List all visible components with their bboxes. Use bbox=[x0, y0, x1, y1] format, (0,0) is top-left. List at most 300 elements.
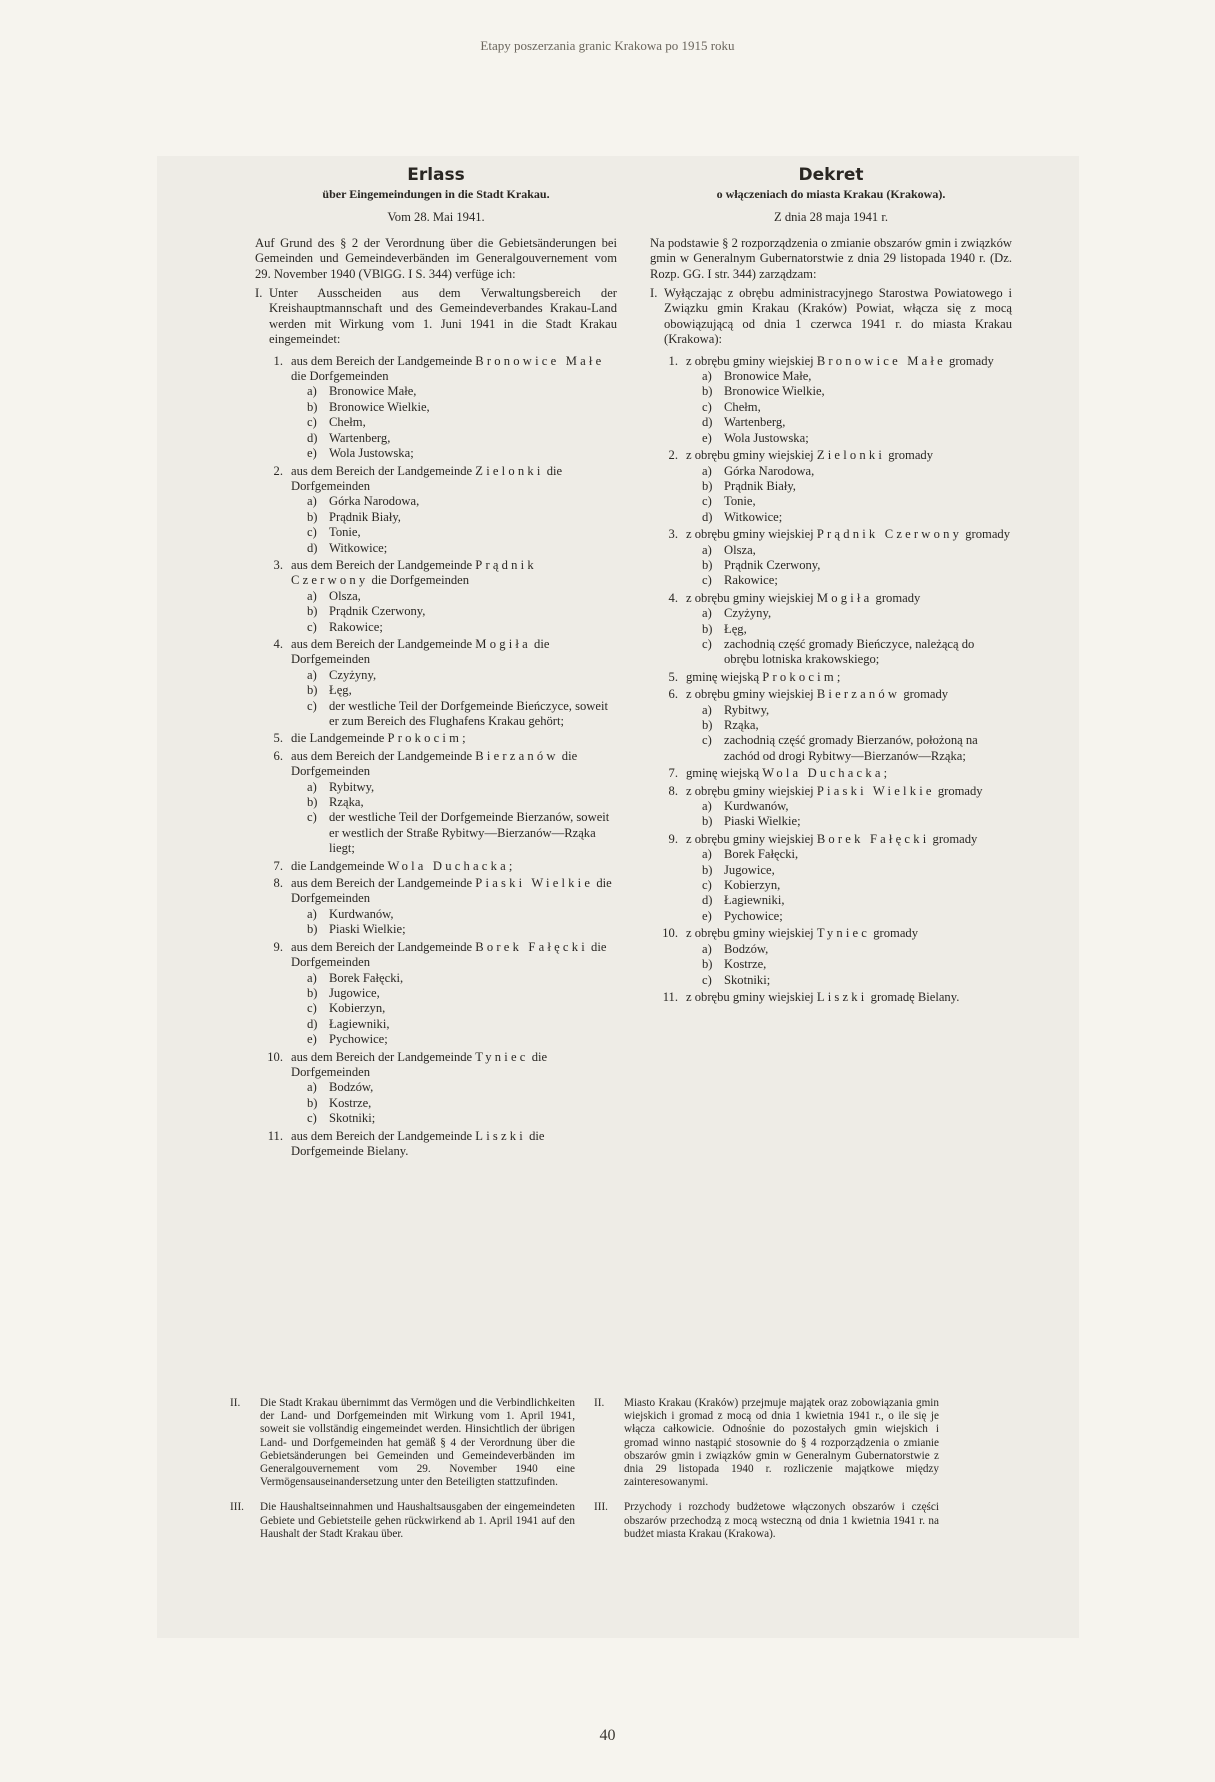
section-number: I. bbox=[650, 286, 658, 301]
sub-item-text: Prądnik Czerwony, bbox=[724, 557, 821, 572]
item-text: die Dorfgemeinden bbox=[291, 636, 550, 667]
section-1 bbox=[650, 286, 1012, 348]
item-body bbox=[291, 940, 617, 1048]
sub-item-letter: d) bbox=[307, 1016, 318, 1031]
place-name: Bierzanów bbox=[475, 748, 559, 763]
place-name: Mogiła bbox=[475, 636, 531, 651]
document-subtitle: über Eingemeindungen in die Stadt Krakau. bbox=[322, 187, 550, 201]
item-text: die Dorfgemeinden bbox=[291, 748, 578, 779]
sub-item bbox=[307, 922, 617, 937]
sub-item-text: Wola Justowska; bbox=[724, 430, 809, 445]
section-number: II. bbox=[230, 1397, 241, 1409]
sub-item-letter: d) bbox=[307, 540, 318, 555]
sub-item-text: Rakowice; bbox=[329, 619, 383, 634]
sub-list bbox=[702, 942, 1012, 988]
sub-list bbox=[702, 543, 1012, 589]
sub-item bbox=[702, 863, 1012, 878]
item-text: aus dem Bereich der Landgemeinde bbox=[291, 636, 476, 651]
sub-item bbox=[702, 510, 1012, 525]
place-name: Liszki bbox=[475, 1128, 526, 1143]
place-name: Prądnik Czerwony bbox=[816, 527, 963, 542]
sub-item-letter: c) bbox=[307, 619, 317, 634]
sub-item-letter: b) bbox=[307, 1095, 318, 1110]
item-body bbox=[686, 784, 1012, 830]
list-item bbox=[650, 784, 1012, 830]
sub-item-text: Górka Narodowa, bbox=[329, 494, 420, 509]
sub-item-text: Prądnik Biały, bbox=[329, 509, 401, 524]
sub-item-letter: e) bbox=[702, 908, 712, 923]
item-text: gromady bbox=[885, 448, 934, 463]
sub-item bbox=[307, 971, 617, 986]
item-text: gromady bbox=[870, 926, 919, 941]
sub-item-letter: b) bbox=[307, 795, 318, 810]
section-text: Przychody i rozchody budżetowe włączonych obszarów i części obszarów przechodzą z mocą wsteczną od dnia 1 kwietnia 1941 r. na budżet miasta Krakau (Krakowa). bbox=[624, 1501, 939, 1540]
item-body bbox=[686, 832, 1012, 924]
item-number: 3. bbox=[668, 527, 678, 542]
sub-item-letter: a) bbox=[702, 542, 712, 557]
sub-item-text: Olsza, bbox=[724, 542, 756, 557]
sub-item-text: Łęg, bbox=[329, 683, 352, 698]
place-name: Prądnik Czerwony bbox=[291, 557, 537, 588]
sub-item-letter: a) bbox=[307, 494, 317, 509]
list-item bbox=[255, 354, 617, 462]
item-number: 5. bbox=[668, 669, 678, 684]
item-number: 2. bbox=[273, 463, 283, 478]
place-name: Piaski Wielkie bbox=[475, 876, 594, 891]
item-text: aus dem Bereich der Landgemeinde bbox=[291, 748, 476, 763]
item-text: gromady bbox=[962, 527, 1011, 542]
intro-paragraph: Auf Grund des § 2 der Verordnung über die Gebietsänderungen bei Gemeinden und Gemeindeverbänden im Generalgouvernement vom 29. November 1940 (VBlGG. I S. 344) verfüge ich: bbox=[255, 235, 617, 281]
item-text: die Dorfgemeinden bbox=[291, 369, 389, 384]
sub-item-letter: c) bbox=[702, 878, 712, 893]
list-item bbox=[255, 749, 617, 857]
item-text: aus dem Bereich der Landgemeinde bbox=[291, 876, 476, 891]
sub-item-text: Tonie, bbox=[724, 494, 756, 509]
sub-item-text: Czyżyny, bbox=[724, 606, 772, 621]
item-number: 7. bbox=[273, 858, 283, 873]
sub-list bbox=[307, 971, 617, 1048]
item-text: z obrębu gminy wiejskiej bbox=[686, 831, 817, 846]
sub-item bbox=[702, 494, 1012, 509]
item-body bbox=[686, 766, 1012, 781]
sub-item-letter: a) bbox=[307, 588, 317, 603]
item-number: 6. bbox=[273, 748, 283, 763]
sub-item-letter: b) bbox=[307, 922, 318, 937]
list-item bbox=[255, 859, 617, 874]
list-item bbox=[650, 591, 1012, 668]
sub-item-text: Bronowice Małe, bbox=[724, 369, 812, 384]
polish-final-sections bbox=[594, 1397, 939, 1553]
item-text: die Dorfgemeinde Bielany. bbox=[291, 1128, 545, 1158]
item-body bbox=[686, 687, 1012, 764]
sub-item-text: Pychowice; bbox=[724, 908, 783, 923]
list-item bbox=[255, 876, 617, 938]
sub-item bbox=[307, 431, 617, 446]
sub-item-text: Prądnik Biały, bbox=[724, 478, 796, 493]
sub-item-text: Łagiewniki, bbox=[329, 1016, 390, 1031]
sub-item-letter: e) bbox=[702, 430, 712, 445]
list-item bbox=[255, 940, 617, 1048]
item-number: 2. bbox=[668, 448, 678, 463]
item-number: 1. bbox=[273, 353, 283, 368]
item-text: gromady bbox=[934, 783, 983, 798]
sub-item bbox=[702, 909, 1012, 924]
sub-item-letter: a) bbox=[307, 970, 317, 985]
item-text: z obrębu gminy wiejskiej bbox=[686, 590, 817, 605]
list-item bbox=[650, 527, 1012, 589]
place-name: Tyniec bbox=[475, 1049, 529, 1064]
item-text: gromadę Bielany. bbox=[867, 989, 960, 1004]
sub-item-letter: e) bbox=[307, 446, 317, 461]
item-number: 9. bbox=[273, 939, 283, 954]
list-item bbox=[650, 670, 1012, 685]
sub-item-text: Bodzów, bbox=[329, 1080, 374, 1095]
sub-item bbox=[702, 973, 1012, 988]
item-text: gminę wiejską bbox=[686, 766, 763, 781]
item-number: 9. bbox=[668, 831, 678, 846]
sub-item-text: Wola Justowska; bbox=[329, 446, 414, 461]
section-number: I. bbox=[255, 286, 263, 301]
section-2 bbox=[594, 1397, 939, 1489]
sub-list bbox=[702, 847, 1012, 924]
sub-item bbox=[702, 573, 1012, 588]
sub-item-letter: b) bbox=[702, 384, 713, 399]
sub-item-text: Łęg, bbox=[724, 621, 747, 636]
sub-item bbox=[702, 878, 1012, 893]
sub-item bbox=[702, 703, 1012, 718]
place-name: Zielonki bbox=[816, 448, 886, 463]
sub-item-text: Wartenberg, bbox=[329, 430, 391, 445]
sub-item-letter: a) bbox=[702, 941, 712, 956]
sub-item-letter: a) bbox=[702, 799, 712, 814]
sub-item-letter: b) bbox=[702, 814, 713, 829]
sub-item bbox=[307, 541, 617, 556]
item-text: die Landgemeinde bbox=[291, 858, 388, 873]
sub-list bbox=[307, 1080, 617, 1126]
sub-item bbox=[702, 847, 1012, 862]
sub-item-text: Rybitwy, bbox=[329, 779, 375, 794]
list-item bbox=[650, 926, 1012, 988]
sub-item bbox=[307, 1096, 617, 1111]
item-number: 3. bbox=[273, 557, 283, 572]
list-item bbox=[650, 766, 1012, 781]
sub-list bbox=[307, 907, 617, 938]
item-number: 6. bbox=[668, 687, 678, 702]
sub-item-letter: a) bbox=[307, 906, 317, 921]
sub-item-letter: b) bbox=[307, 683, 318, 698]
sub-item bbox=[702, 942, 1012, 957]
document-title: Erlass bbox=[407, 165, 465, 185]
sub-item-letter: d) bbox=[702, 509, 713, 524]
sub-item-text: Kobierzyn, bbox=[329, 1001, 386, 1016]
item-number: 4. bbox=[273, 636, 283, 651]
item-text: ; bbox=[508, 858, 513, 873]
section-number: III. bbox=[594, 1501, 608, 1514]
sub-item-letter: c) bbox=[702, 636, 712, 651]
item-list bbox=[255, 354, 617, 1160]
sub-item-text: der westliche Teil der Dorfgemeinde Bieńczyce, soweit er zum Bereich des Flughafens Krakau gehört; bbox=[329, 698, 608, 728]
running-header: Etapy poszerzania granic Krakowa po 1915 roku bbox=[480, 38, 735, 53]
place-name: Zielonki bbox=[475, 463, 544, 478]
sub-item-text: Chełm, bbox=[724, 399, 761, 414]
sub-item-letter: a) bbox=[702, 369, 712, 384]
sub-list bbox=[702, 369, 1012, 446]
item-body bbox=[291, 464, 617, 556]
sub-item bbox=[702, 718, 1012, 733]
place-name: Borek Fałęcki bbox=[816, 831, 930, 846]
list-item bbox=[650, 448, 1012, 525]
item-body bbox=[686, 990, 1012, 1005]
list-item bbox=[255, 558, 617, 635]
sub-item bbox=[702, 479, 1012, 494]
sub-item-text: Skotniki; bbox=[329, 1111, 376, 1126]
list-item bbox=[650, 832, 1012, 924]
item-text: ; bbox=[462, 731, 466, 746]
item-text: z obrębu gminy wiejskiej bbox=[686, 783, 817, 798]
item-number: 10. bbox=[662, 926, 678, 941]
item-body bbox=[291, 1050, 617, 1127]
sub-item-text: Jugowice, bbox=[329, 985, 380, 1000]
section-text: Miasto Krakau (Kraków) przejmuje majątek oraz zobowiązania gmin wiejskich i gromad z mocą od dnia 1 kwietnia 1941 r., o ile się je włącza całkowicie. Odnośnie do pozostałych gmin wiejskich i gromad winno nastąpić stosownie do § 4 rozporządzenia o zmianie obszarów gmin i związków gmin w Generalnym Gubernatorstwie z dnia 29 listopada 1940 r. rozliczenie majątkowe między zainteresowanymi. bbox=[624, 1397, 939, 1489]
item-list bbox=[650, 354, 1012, 1006]
item-text: z obrębu gminy wiejskiej bbox=[686, 687, 817, 702]
item-body bbox=[686, 354, 1012, 446]
sub-item-letter: c) bbox=[702, 733, 712, 748]
sub-item-text: Piaski Wielkie; bbox=[329, 922, 406, 937]
place-name: Mogiła bbox=[816, 590, 873, 605]
sub-item-text: Prądnik Czerwony, bbox=[329, 604, 426, 619]
item-body bbox=[291, 731, 617, 746]
section-1 bbox=[255, 286, 617, 348]
sub-item-letter: c) bbox=[307, 1001, 317, 1016]
item-body bbox=[291, 859, 617, 874]
sub-item bbox=[307, 525, 617, 540]
section-text: Die Haushaltseinnahmen und Haushaltsausgaben der eingemeindeten Gebiete und Gebietsteile gehen rückwirkend ab 1. April 1941 auf den Haushalt der Stadt Krakau über. bbox=[260, 1501, 575, 1540]
item-body bbox=[291, 354, 617, 462]
sub-item-text: der westliche Teil der Dorfgemeinde Bierzanów, soweit er westlich der Straße Rybitwy—Bierzanów—Rząka liegt; bbox=[329, 810, 610, 856]
sub-item bbox=[307, 1017, 617, 1032]
sub-item-text: Kurdwanów, bbox=[329, 906, 394, 921]
list-item bbox=[255, 731, 617, 746]
sub-item bbox=[307, 683, 617, 698]
place-name: Bierzanów bbox=[816, 687, 901, 702]
sub-item bbox=[307, 400, 617, 415]
place-name: Wola Duchacka bbox=[762, 766, 884, 781]
item-text: aus dem Bereich der Landgemeinde bbox=[291, 353, 476, 368]
item-number: 7. bbox=[668, 766, 678, 781]
item-number: 4. bbox=[668, 590, 678, 605]
item-text: aus dem Bereich der Landgemeinde bbox=[291, 463, 476, 478]
sub-item-letter: b) bbox=[702, 862, 713, 877]
sub-item bbox=[702, 369, 1012, 384]
sub-item bbox=[307, 795, 617, 810]
sub-item bbox=[307, 780, 617, 795]
sub-item-letter: a) bbox=[702, 702, 712, 717]
item-text: z obrębu gminy wiejskiej bbox=[686, 448, 817, 463]
sub-item bbox=[702, 893, 1012, 908]
item-text: aus dem Bereich der Landgemeinde bbox=[291, 1128, 476, 1143]
list-item bbox=[650, 354, 1012, 446]
sub-item bbox=[702, 606, 1012, 621]
sub-item bbox=[307, 907, 617, 922]
sub-item-text: Piaski Wielkie; bbox=[724, 814, 801, 829]
sub-item-text: zachodnią część gromady Bieńczyce, należącą do obrębu lotniska krakowskiego; bbox=[724, 636, 975, 667]
document-date: Vom 28. Mai 1941. bbox=[387, 210, 485, 225]
place-name: Bronowice Małe bbox=[816, 353, 946, 368]
sub-item-text: Rakowice; bbox=[724, 573, 778, 588]
item-body bbox=[686, 670, 1012, 685]
sub-item-letter: d) bbox=[307, 430, 318, 445]
polish-column bbox=[650, 165, 1012, 1007]
item-text: die Dorfgemeinden bbox=[291, 1049, 548, 1079]
sub-list bbox=[307, 589, 617, 635]
sub-list bbox=[307, 668, 617, 730]
sub-item-letter: b) bbox=[307, 985, 318, 1000]
sub-item-text: Kurdwanów, bbox=[724, 799, 789, 814]
item-body bbox=[291, 876, 617, 938]
sub-item-letter: e) bbox=[307, 1032, 317, 1047]
sub-item-letter: c) bbox=[307, 525, 317, 540]
sub-item-letter: c) bbox=[702, 494, 712, 509]
sub-item bbox=[307, 1001, 617, 1016]
item-text: aus dem Bereich der Landgemeinde bbox=[291, 1049, 476, 1064]
item-number: 1. bbox=[668, 353, 678, 368]
sub-item bbox=[702, 543, 1012, 558]
sub-list bbox=[702, 606, 1012, 668]
german-final-sections bbox=[230, 1397, 575, 1553]
sub-item-text: Rząka, bbox=[724, 718, 759, 732]
sub-item-text: Tonie, bbox=[329, 525, 361, 540]
sub-item bbox=[307, 1080, 617, 1095]
sub-list bbox=[702, 464, 1012, 526]
item-body bbox=[291, 637, 617, 729]
sub-item-text: Czyżyny, bbox=[329, 667, 377, 682]
sub-item-text: Jugowice, bbox=[724, 862, 775, 877]
list-item bbox=[255, 1050, 617, 1127]
item-body bbox=[291, 749, 617, 857]
sub-item-letter: a) bbox=[307, 384, 317, 399]
sub-item-text: Borek Fałęcki, bbox=[724, 847, 799, 862]
page-number: 40 bbox=[599, 1727, 616, 1744]
section-3 bbox=[594, 1501, 939, 1541]
sub-item bbox=[307, 384, 617, 399]
sub-item-text: Wartenberg, bbox=[724, 415, 786, 430]
item-text: z obrębu gminy wiejskiej bbox=[686, 527, 817, 542]
item-text: gromady bbox=[945, 353, 994, 368]
section-text: Wyłączając z obrębu administracyjnego Starostwa Powiatowego i Związku gmin Krakau (Kraków) Powiat, włącza się z mocą obowiązującą od dnia 1 czerwca 1941 r. do miasta Krakau (Krakowa): bbox=[664, 286, 1012, 347]
sub-item bbox=[702, 431, 1012, 446]
place-name: Borek Fałęcki bbox=[475, 939, 588, 954]
item-text: z obrębu gminy wiejskiej bbox=[686, 926, 817, 941]
sub-item bbox=[307, 810, 617, 856]
sub-item-text: Skotniki; bbox=[724, 972, 771, 987]
sub-item-text: Bronowice Małe, bbox=[329, 384, 417, 399]
sub-list bbox=[702, 799, 1012, 830]
place-name: Wola Duchacka bbox=[387, 858, 509, 873]
sub-item-letter: a) bbox=[307, 667, 317, 682]
document-date: Z dnia 28 maja 1941 r. bbox=[773, 210, 889, 225]
item-body bbox=[291, 558, 617, 635]
sub-item bbox=[702, 558, 1012, 573]
item-text: gromady bbox=[900, 687, 949, 702]
sub-item-text: Kostrze, bbox=[724, 957, 767, 972]
list-item bbox=[255, 464, 617, 556]
sub-item bbox=[307, 415, 617, 430]
section-number: II. bbox=[594, 1397, 605, 1409]
sub-item bbox=[702, 384, 1012, 399]
sub-item-letter: c) bbox=[307, 415, 317, 430]
item-text: ; bbox=[883, 766, 888, 781]
sub-item bbox=[307, 589, 617, 604]
sub-item bbox=[307, 620, 617, 635]
item-text: z obrębu gminy wiejskiej bbox=[686, 353, 817, 368]
sub-item bbox=[702, 799, 1012, 814]
item-number: 5. bbox=[273, 731, 283, 746]
sub-item-letter: c) bbox=[702, 972, 712, 987]
list-item bbox=[255, 637, 617, 729]
sub-item-text: Witkowice; bbox=[724, 509, 783, 524]
item-text: aus dem Bereich der Landgemeinde bbox=[291, 557, 476, 572]
section-text: Unter Ausscheiden aus dem Verwaltungsbereich der Kreishauptmannschaft und des Gemeindeverbandes Krakau-Land werden mit Wirkung vom 1. Juni 1941 in die Stadt Krakau eingemeindet: bbox=[269, 286, 617, 347]
item-body bbox=[686, 448, 1012, 525]
sub-item-letter: b) bbox=[702, 718, 713, 732]
sub-item-text: Rząka, bbox=[329, 795, 364, 810]
place-name: Bronowice Małe bbox=[475, 353, 605, 368]
document-subtitle: o włączeniach do miasta Krakau (Krakowa). bbox=[716, 187, 946, 201]
sub-item bbox=[307, 986, 617, 1001]
sub-item-text: Borek Fałęcki, bbox=[329, 970, 404, 985]
sub-item bbox=[702, 637, 1012, 668]
item-text: gminę wiejską bbox=[686, 669, 763, 684]
place-name: Tyniec bbox=[816, 926, 871, 941]
item-body bbox=[686, 527, 1012, 589]
sub-item-text: Kostrze, bbox=[329, 1095, 372, 1110]
item-number: 8. bbox=[273, 876, 283, 891]
sub-item-text: Kobierzyn, bbox=[724, 878, 781, 893]
place-name: Liszki bbox=[816, 989, 868, 1004]
item-text: z obrębu gminy wiejskiej bbox=[686, 989, 817, 1004]
sub-list bbox=[307, 384, 617, 461]
item-number: 11. bbox=[662, 989, 678, 1004]
sub-item-letter: c) bbox=[307, 698, 317, 713]
sub-item bbox=[307, 1111, 617, 1126]
sub-item bbox=[307, 1032, 617, 1047]
list-item bbox=[650, 990, 1012, 1005]
sub-item-letter: b) bbox=[702, 957, 713, 972]
sub-item-text: Górka Narodowa, bbox=[724, 463, 815, 478]
list-item bbox=[650, 687, 1012, 764]
sub-list bbox=[307, 494, 617, 556]
sub-item-text: Pychowice; bbox=[329, 1032, 388, 1047]
item-text: die Landgemeinde bbox=[291, 731, 388, 746]
sub-item-text: Chełm, bbox=[329, 415, 366, 430]
item-text: die Dorfgemeinden bbox=[291, 939, 607, 970]
item-body bbox=[291, 1129, 617, 1160]
place-name: Piaski Wielkie bbox=[816, 783, 935, 798]
sub-item bbox=[702, 622, 1012, 637]
sub-item-letter: b) bbox=[702, 621, 713, 636]
sub-item bbox=[307, 510, 617, 525]
sub-item-letter: c) bbox=[307, 1111, 317, 1126]
sub-item-letter: d) bbox=[702, 893, 713, 908]
sub-item-letter: a) bbox=[702, 606, 712, 621]
section-number: III. bbox=[230, 1501, 244, 1514]
sub-item-letter: b) bbox=[702, 478, 713, 493]
item-text: die Dorfgemeinden bbox=[291, 463, 563, 493]
sub-item-text: Łagiewniki, bbox=[724, 893, 785, 908]
sub-item bbox=[702, 415, 1012, 430]
sub-list bbox=[702, 703, 1012, 765]
